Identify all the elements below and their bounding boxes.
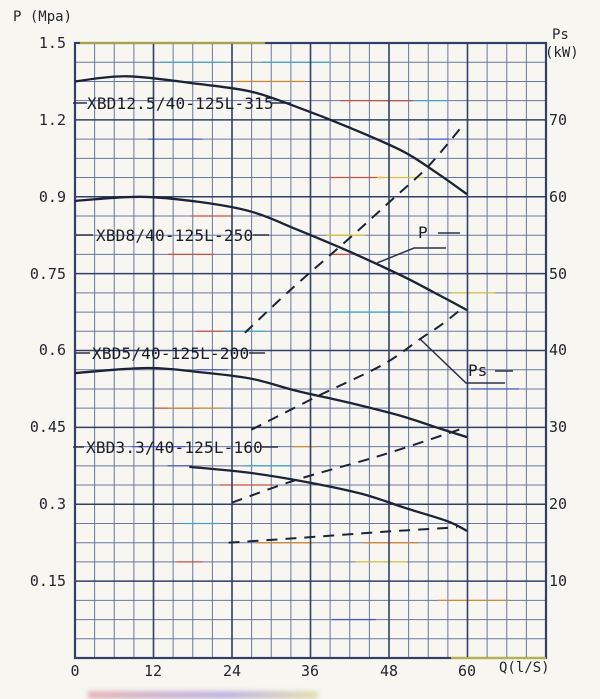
pressure-curves-annotation: P <box>418 223 428 242</box>
x-axis-tick: 48 <box>379 662 399 680</box>
x-axis-tick: 36 <box>300 662 320 680</box>
left-axis-tick: 1.5 <box>38 34 66 52</box>
left-axis-tick: 0.3 <box>38 495 66 513</box>
right-axis-tick: 70 <box>549 111 568 129</box>
scan-smear-artifact <box>88 691 318 699</box>
left-axis-title: P (Mpa) <box>13 9 73 25</box>
curve-label-xbd3-3: XBD3.3/40-125L-160 <box>86 438 263 457</box>
right-axis-unit: (kW) <box>545 45 579 61</box>
right-axis-tick: 20 <box>549 495 568 513</box>
left-axis-tick: 1.2 <box>38 111 66 129</box>
curve-label-xbd8: XBD8/40-125L-250 <box>96 226 254 245</box>
curve-label-xbd5: XBD5/40-125L-200 <box>92 344 250 363</box>
x-axis-title: Q(l/S) <box>499 660 550 676</box>
x-axis-tick: 12 <box>143 662 163 680</box>
right-axis-tick: 50 <box>549 265 568 283</box>
right-axis-tick: 40 <box>549 341 568 359</box>
curve-label-xbd12-5: XBD12.5/40-125L-315 <box>87 94 274 113</box>
x-axis-tick: 60 <box>457 662 477 680</box>
left-axis-tick: 0.6 <box>38 341 66 359</box>
right-axis-tick: 60 <box>549 188 568 206</box>
right-axis-tick: 30 <box>549 418 568 436</box>
left-axis-tick: 0.9 <box>38 188 66 206</box>
right-axis-title: Ps <box>552 27 569 43</box>
left-axis-tick: 0.45 <box>29 418 66 436</box>
x-axis-tick: 0 <box>70 662 80 680</box>
left-axis-tick: 0.15 <box>29 572 66 590</box>
power-curves-annotation: Ps <box>468 361 488 380</box>
left-axis-tick: 0.75 <box>29 265 66 283</box>
right-axis-tick: 10 <box>549 572 568 590</box>
x-axis-tick: 24 <box>222 662 242 680</box>
